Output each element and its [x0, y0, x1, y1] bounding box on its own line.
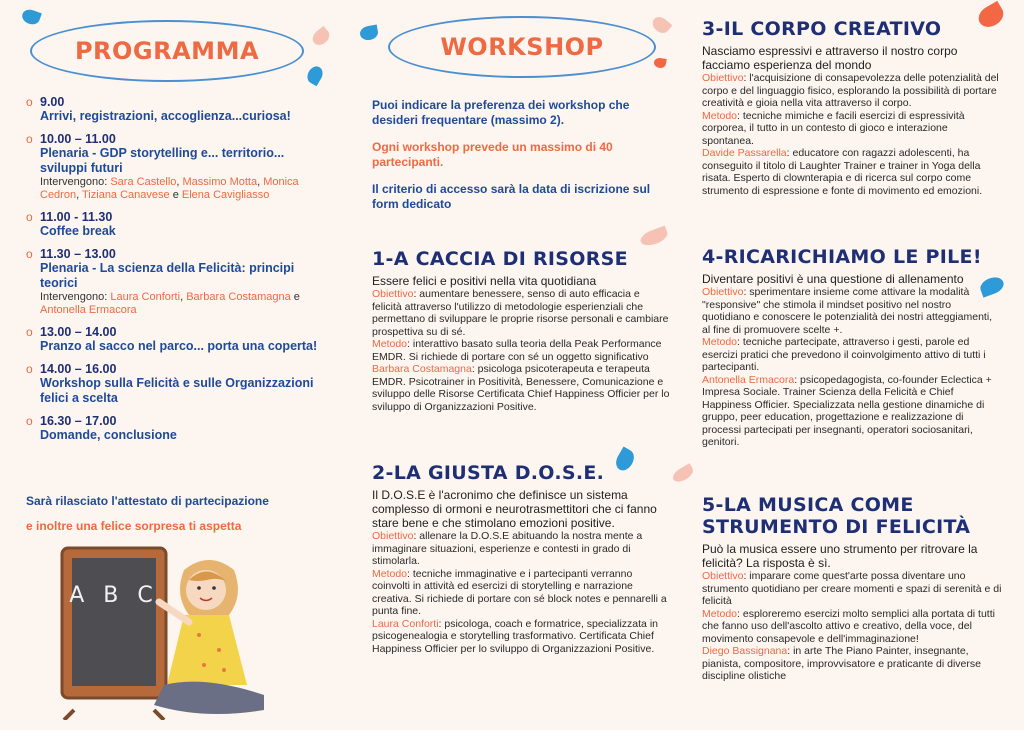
blue-drop-decoration [359, 25, 379, 42]
programma-heading: PROGRAMMA [30, 20, 304, 82]
speaker-bio: : psicologa, coach e formatrice, specializzata in psicogenealogia e storytelling trasformativo. Certificata Chief Happiness Officier per lo sviluppo di Organizzazioni Positive. [372, 617, 658, 655]
objective-label: Obiettivo [372, 530, 414, 542]
method-label: Metodo [702, 607, 738, 620]
workshop-speaker [702, 147, 1002, 197]
program-title: Plenaria - La scienza della Felicità: principi teorici [40, 261, 295, 290]
workshop-objective [702, 72, 1002, 110]
speakers-prefix: Intervengono: [40, 176, 111, 188]
speaker-name: Antonella Ermacora [702, 373, 795, 386]
program-time: 9.00 [40, 95, 65, 109]
bullet-icon: o [26, 210, 33, 224]
method-text: : tecniche partecipate, attraverso i gesti, parole ed esercizi pratici che prevedono il coinvolgimento attivo di tutti i partecipanti. [702, 336, 986, 373]
workshop-speaker [702, 374, 1002, 449]
objective-text: : allenare la D.O.S.E abituando la nostra mente a immaginare situazioni, esperienze e contesti in grado di stimolarla. [372, 530, 643, 567]
peach-drop-decoration [670, 463, 695, 484]
method-label: Metodo [372, 567, 408, 580]
workshop-title: 4-RICARICHIAMO LE PILE! [702, 246, 982, 268]
chalkboard-easel [62, 548, 166, 720]
workshop-speaker [702, 645, 1002, 683]
program-title: Pranzo al sacco nel parco... porta una coperta! [40, 339, 318, 353]
program-item [26, 247, 326, 317]
objective-label: Obiettivo [372, 288, 414, 300]
program-time: 14.00 – 16.00 [40, 362, 117, 376]
method-text: : esploreremo esercizi molto semplici alla portata di tutti che fanno uso dell'ascolto attivo e creativo, della voce, del movimento consapevole e dell'immaginazione! [702, 607, 995, 645]
chalk-letters: A B C [69, 583, 159, 608]
program-title: Domande, conclusione [40, 428, 177, 442]
program-item [26, 210, 326, 239]
workshop-method [702, 608, 1002, 646]
girl-chalkboard-illustration [34, 540, 294, 720]
speaker-name: Barbara Costamagna [372, 363, 472, 375]
objective-label: Obiettivo [702, 72, 744, 84]
workshop-objective [372, 530, 672, 568]
speakers-prefix: Intervengono: [40, 291, 111, 303]
blue-drop-decoration [20, 7, 42, 26]
method-label: Metodo [702, 336, 738, 348]
speaker-name: Monica Cedron [40, 176, 299, 201]
workshop-method [372, 568, 672, 618]
method-label: Metodo [702, 109, 738, 122]
program-title: Arrivi, registrazioni, accoglienza...curiosa! [40, 109, 291, 123]
workshop-title: 2-LA GIUSTA D.O.S.E. [372, 462, 605, 484]
bullet-icon: o [26, 325, 33, 339]
workshop-title: 5-LA MUSICA COME STRUMENTO DI FELICITÀ [702, 494, 971, 538]
workshop-lead: Essere felici e positivi nella vita quotidiana [372, 274, 597, 288]
program-item [26, 414, 326, 443]
workshop-lead: Diventare positivi è una questione di allenamento [702, 272, 964, 286]
workshop-intro-criteria: Il criterio di accesso sarà la data di iscrizione sul form dedicato [372, 182, 651, 211]
programma-list [26, 95, 326, 451]
method-text: : tecniche immaginative e i partecipanti verranno coinvolti in attività ed esercizi di storytelling e narrazione creativa. Si richiede di portare con sé block notes e pennarelli a punta fine. [372, 567, 667, 617]
workshop-2 [372, 462, 672, 655]
program-title: Plenaria - GDP storytelling e... territorio... sviluppi futuri [40, 146, 285, 175]
program-title: Workshop sulla Felicità e sulle Organizzazioni felici a scelta [40, 376, 314, 405]
method-text: : tecniche mimiche e facili esercizi di espressività corporea, il tutto in un contesto di gioco e interazione spontanea. [702, 109, 965, 147]
blue-drop-decoration [304, 64, 325, 87]
workshop-method [372, 338, 672, 363]
workshop-objective [372, 288, 672, 338]
program-time: 11.30 – 13.00 [40, 247, 116, 261]
program-item [26, 132, 326, 202]
attestato-text: Sarà rilasciato l'attestato di partecipazione [26, 494, 269, 508]
workshop-3 [702, 18, 1002, 197]
workshop-title: 1-A CACCIA DI RISORSE [372, 248, 628, 270]
workshop-speaker [372, 618, 672, 656]
objective-text: : l'acquisizione di consapevolezza delle potenzialità del corpo e del linguaggio fisico, esplorando la possibilità di portare creatività e gioia nella vita attraverso il corpo. [702, 72, 999, 109]
workshop-5 [702, 494, 1002, 683]
workshop-lead: Può la musica essere uno strumento per ritrovare la felicità? La risposta è sì. [702, 542, 978, 570]
speaker-bio: : psicopedagogista, co-founder Eclectica + Impresa Sociale. Trainer Scienza della Felicità e Chief Happiness Officier. Specializzata nella gestione dinamiche di gruppo, peer education, progettazione e realizzazione di processi partecipati per insegnanti, operatori sociosanitari, genitori. [702, 373, 992, 448]
speaker-bio: : in arte The Piano Painter, insegnante, pianista, compositore, improvvisatore e praticante di diverse discipline olistiche [702, 645, 981, 682]
method-text: : interattivo basato sulla teoria della Peak Performance EMDR. Si richiede di portare con sé un oggetto significativo [372, 338, 662, 363]
bullet-icon: o [26, 132, 33, 146]
speaker-name: Elena Cavigliasso [181, 189, 270, 201]
program-time: 11.00 - 11.30 [40, 210, 113, 224]
program-item [26, 325, 326, 354]
workshop-speaker [372, 363, 672, 413]
speaker-name: Tiziana Canavese [82, 189, 170, 201]
peach-drop-decoration [650, 14, 673, 36]
workshop-method [702, 110, 1002, 148]
workshop-method [702, 336, 1002, 374]
speaker-name: Laura Conforti [372, 617, 439, 630]
bullet-icon: o [26, 95, 33, 109]
workshop-4 [702, 246, 1002, 449]
sorpresa-text: e inoltre una felice sorpresa ti aspetta [26, 519, 242, 533]
workshop-objective [702, 286, 1002, 336]
program-speakers: Intervengono: Sara Castello, Massimo Motta, Monica Cedron, Tiziana Canavese e Elena Cavigliasso [40, 176, 299, 201]
peach-drop-decoration [638, 226, 669, 249]
workshop-1 [372, 248, 672, 413]
speaker-bio: : psicologa psicoterapeuta e terapeuta EMDR. Psicotrainer in Positività, Benessere, Comunicazione e sviluppo delle Risorse Certificata Chief Happiness Officier per lo sviluppo di Organizzazioni Positive. [372, 363, 670, 413]
objective-text: : sperimentare insieme come attivare la modalità "responsive" che stimola il mindset positivo nel nostro quotidiano e conoscere le potenzialità dei nostri atteggiamenti, al fine di promuovere scelte +. [702, 286, 993, 336]
orange-drop-decoration [653, 57, 667, 69]
speaker-name: Sara Castello [110, 176, 177, 188]
girl-figure [154, 560, 264, 714]
speaker-bio: : educatore con ragazzi adolescenti, ha conseguito il titolo di Laughter Trainer e trainer in Yoga della risata. Esperto di clownterapia e di ricerca sul corpo come strumento di espressione e fonte di movimento ed emozioni. [702, 147, 983, 197]
workshop-intro-max: Ogni workshop prevede un massimo di 40 partecipanti. [372, 140, 613, 169]
program-time: 13.00 – 14.00 [40, 325, 117, 339]
workshop-lead: Nasciamo espressivi e attraverso il nostro corpo facciamo esperienza del mondo [702, 44, 958, 72]
speaker-name: Davide Passarella [702, 147, 787, 159]
program-item [26, 362, 326, 406]
peach-drop-decoration [310, 26, 333, 48]
program-time: 16.30 – 17.00 [40, 414, 117, 428]
bullet-icon: o [26, 414, 33, 428]
speaker-name: Laura Conforti [110, 291, 181, 303]
bullet-icon: o [26, 247, 33, 261]
program-time: 10.00 – 11.00 [40, 132, 116, 146]
objective-label: Obiettivo [702, 570, 744, 582]
objective-text: : imparare come quest'arte possa diventare uno strumento quotidiano per creare momenti e spazi di serenità e di felicità [702, 570, 1002, 607]
speaker-name: Barbara Costamagna [186, 291, 291, 303]
bullet-icon: o [26, 362, 33, 376]
workshop-objective [702, 570, 1002, 608]
objective-text: : aumentare benessere, senso di auto efficacia e felicità attraverso l'utilizzo di metodologie esperienziali che permettano di sviluppare le proprie risorse personali e cambiare prospettiva su di sé. [372, 288, 669, 338]
objective-label: Obiettivo [702, 286, 744, 298]
workshop-title: 3-IL CORPO CREATIVO [702, 18, 942, 40]
workshop-heading: WORKSHOP [388, 16, 656, 78]
method-label: Metodo [372, 338, 408, 350]
speaker-name: Antonella Ermacora [40, 304, 137, 316]
program-title: Coffee break [40, 224, 116, 238]
attestato-notice [26, 494, 326, 533]
workshop-intro-preference: Puoi indicare la preferenza dei workshop che desideri frequentare (massimo 2). [372, 98, 630, 127]
speaker-name: Massimo Motta [182, 176, 258, 188]
speaker-name: Diego Bassignana [702, 645, 788, 657]
workshop-intro [372, 98, 672, 224]
program-item [26, 95, 326, 124]
workshop-lead: Il D.O.S.E è l'acronimo che definisce un sistema complesso di ormoni e neurotrasmettitori che ci fanno stare bene e che stimolano emozioni positive. [372, 488, 657, 530]
program-speakers: Intervengono: Laura Conforti, Barbara Costamagna e Antonella Ermacora [40, 291, 300, 316]
